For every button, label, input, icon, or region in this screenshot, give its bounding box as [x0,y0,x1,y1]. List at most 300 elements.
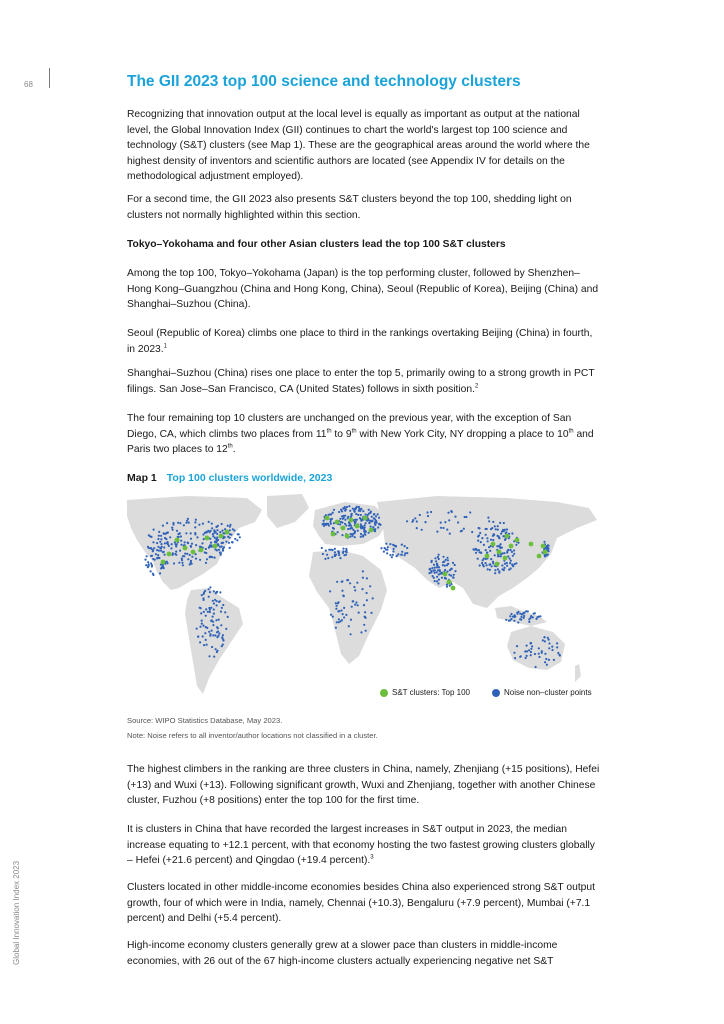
noise-point [342,552,344,554]
noise-point [486,564,488,566]
noise-point [404,545,406,547]
noise-point [203,538,205,540]
noise-point [219,591,221,593]
noise-point [488,520,490,522]
noise-point [513,652,515,654]
noise-point [354,511,356,513]
noise-point [480,541,482,543]
noise-point [155,553,157,555]
noise-point [201,542,203,544]
noise-point [213,529,215,531]
noise-point [368,509,370,511]
noise-point [339,620,341,622]
noise-point [191,543,193,545]
noise-point [329,590,331,592]
noise-point [175,551,177,553]
noise-point [546,664,548,666]
noise-point [501,547,503,549]
noise-point [363,604,365,606]
noise-point [364,611,366,613]
noise-point [396,555,398,557]
noise-point [162,567,164,569]
noise-point [344,519,346,521]
noise-point [454,570,456,572]
noise-point [444,577,446,579]
noise-point [392,544,394,546]
noise-point [210,542,212,544]
intro-text-1: Recognizing that innovation output at the local level is equally as important as output at the national level, the Global Innovation Index (GII) continues to chart the world's largest top 100 science and technology (S&T) clusters (see Map 1). These are the geographical areas around the world where the highest density of inventors and scientific authors are located (see Appendix IV for details on the methodological adjustment employed). [127,109,590,183]
noise-point [360,520,362,522]
noise-point [364,534,366,536]
noise-point [357,604,359,606]
noise-point [194,526,196,528]
noise-point [202,523,204,525]
noise-point [512,565,514,567]
noise-point [333,509,335,511]
noise-point [534,653,536,655]
noise-point [214,548,216,550]
noise-point [209,544,211,546]
cluster-point [497,550,502,555]
noise-point [158,557,160,559]
noise-point [500,555,502,557]
noise-point [342,548,344,550]
noise-point [182,555,184,557]
noise-point [216,604,218,606]
noise-point [166,542,168,544]
cluster-point [447,580,452,585]
noise-point [340,609,342,611]
noise-point [220,554,222,556]
noise-point [477,540,479,542]
noise-point [360,533,362,535]
noise-point [389,554,391,556]
noise-point [339,557,341,559]
noise-point [212,624,214,626]
noise-point [323,525,325,527]
noise-point [351,514,353,516]
noise-point [340,509,342,511]
cluster-point [543,550,548,555]
noise-point [330,614,332,616]
noise-point [158,531,160,533]
map-source: Source: WIPO Statistics Database, May 2023. [127,716,283,725]
noise-point [374,528,376,530]
noise-point [153,529,155,531]
cluster-point [451,586,456,591]
noise-point [208,631,210,633]
noise-point [348,505,350,507]
noise-point [222,634,224,636]
noise-point [530,642,532,644]
noise-point [362,535,364,537]
noise-point [380,547,382,549]
noise-point [348,625,350,627]
noise-point [535,666,537,668]
noise-point [435,560,437,562]
noise-point [430,561,432,563]
section1-text-3: Shanghai–Suzhou (China) rises one place to enter the top 5, primarily owing to a strong growth in PCT filings. San Jose–San Francisco, CA (United States) follows in sixth position.$^2$ [127,368,595,395]
cluster-point [443,572,448,577]
noise-point [174,553,176,555]
noise-point [436,580,438,582]
noise-point [187,542,189,544]
noise-point [481,537,483,539]
noise-point [547,550,549,552]
noise-point [440,527,442,529]
section-title-block [127,72,602,92]
noise-point [329,513,331,515]
noise-point [450,510,452,512]
noise-point [166,522,168,524]
noise-point [521,613,523,615]
noise-point [558,654,560,656]
noise-point [341,580,343,582]
noise-point [354,604,356,606]
noise-point [190,532,192,534]
cluster-point [213,544,218,549]
noise-point [205,608,207,610]
page-number: 68 [24,80,33,89]
noise-point [181,562,183,564]
noise-point [530,654,532,656]
noise-point [520,616,522,618]
noise-point [350,619,352,621]
noise-point [385,543,387,545]
noise-point [511,532,513,534]
cluster-point [485,554,490,559]
noise-point [343,595,345,597]
noise-point [412,519,414,521]
noise-point [177,522,179,524]
noise-point [196,628,198,630]
noise-point [429,568,431,570]
noise-point [401,544,403,546]
noise-point [171,543,173,545]
noise-point [221,645,223,647]
noise-point [448,519,450,521]
noise-point [497,555,499,557]
noise-point [216,600,218,602]
noise-point [430,511,432,513]
noise-point [185,522,187,524]
noise-point [227,525,229,527]
noise-point [505,531,507,533]
noise-point [509,562,511,564]
noise-point [336,621,338,623]
noise-point [372,526,374,528]
noise-point [447,563,449,565]
noise-point [443,561,445,563]
noise-point [184,553,186,555]
noise-point [345,524,347,526]
noise-point [524,650,526,652]
noise-point [332,616,334,618]
noise-point [406,520,408,522]
noise-point [370,612,372,614]
noise-point [190,560,192,562]
noise-point [223,546,225,548]
noise-point [351,606,353,608]
noise-point [160,538,162,540]
noise-point [186,520,188,522]
noise-point [358,612,360,614]
noise-point [497,525,499,527]
noise-point [365,630,367,632]
noise-point [327,557,329,559]
noise-point [509,549,511,551]
noise-point [446,586,448,588]
noise-point [209,538,211,540]
noise-point [509,615,511,617]
noise-point [433,564,435,566]
noise-point [437,556,439,558]
noise-point [346,551,348,553]
noise-point [484,562,486,564]
noise-point [475,552,477,554]
noise-point [159,541,161,543]
noise-point [457,521,459,523]
noise-point [213,590,215,592]
noise-point [355,601,357,603]
noise-point [478,534,480,536]
noise-point [434,557,436,559]
noise-point [548,545,550,547]
noise-point [515,562,517,564]
noise-point [208,596,210,598]
noise-point [214,634,216,636]
legend-swatch-clusters [380,689,388,697]
noise-point [343,554,345,556]
noise-point [483,544,485,546]
noise-point [513,549,515,551]
noise-point [401,554,403,556]
noise-point [492,561,494,563]
noise-point [337,550,339,552]
noise-point [333,528,335,530]
noise-point [494,525,496,527]
noise-point [332,512,334,514]
noise-point [322,553,324,555]
noise-point [506,562,508,564]
noise-point [221,542,223,544]
noise-point [440,522,442,524]
noise-point [544,661,546,663]
noise-point [206,644,208,646]
noise-point [507,555,509,557]
noise-point [531,645,533,647]
noise-point [523,617,525,619]
noise-point [180,535,182,537]
noise-point [530,615,532,617]
noise-point [347,517,349,519]
noise-point [377,526,379,528]
noise-point [367,514,369,516]
noise-point [392,550,394,552]
noise-point [216,650,218,652]
noise-point [194,521,196,523]
noise-point [354,589,356,591]
noise-point [156,557,158,559]
noise-point [328,524,330,526]
noise-point [526,655,528,657]
noise-point [482,559,484,561]
noise-point [195,544,197,546]
noise-point [222,639,224,641]
noise-point [203,611,205,613]
noise-point [451,568,453,570]
noise-point [375,520,377,522]
noise-point [341,534,343,536]
noise-point [345,614,347,616]
noise-point [547,553,549,555]
noise-point [378,523,380,525]
noise-point [152,558,154,560]
noise-point [343,607,345,609]
noise-point [147,566,149,568]
noise-point [209,611,211,613]
intro-paragraph-1 [127,107,602,185]
noise-point [478,527,480,529]
noise-point [238,533,240,535]
noise-point [506,528,508,530]
noise-point [209,609,211,611]
noise-point [491,565,493,567]
noise-point [404,552,406,554]
noise-point [228,542,230,544]
noise-point [442,527,444,529]
noise-point [214,557,216,559]
noise-point [538,656,540,658]
legend-item-clusters [380,688,470,697]
noise-point [530,648,532,650]
noise-point [424,521,426,523]
noise-point [157,538,159,540]
noise-point [229,547,231,549]
cluster-point [175,538,180,543]
noise-point [442,564,444,566]
noise-point [334,548,336,550]
section1-text-2: Seoul (Republic of Korea) climbs one place to third in the rankings overtaking Beijing (China) in fourth, in 2023.$^1$ [127,328,593,355]
noise-point [347,579,349,581]
noise-point [368,532,370,534]
cluster-point [491,542,496,547]
noise-point [515,544,517,546]
section2-text-4: High-income economy clusters generally grew at a slower pace than clusters in middle-income economies, with 26 out of the 67 high-income clusters actually experiencing negative net S&T [127,940,558,967]
cluster-point [345,534,350,539]
noise-point [502,535,504,537]
noise-point [378,517,380,519]
noise-point [172,522,174,524]
noise-point [449,533,451,535]
noise-point [221,530,223,532]
noise-point [489,563,491,565]
noise-point [431,567,433,569]
noise-point [513,553,515,555]
section1-paragraph-1 [127,266,602,313]
noise-point [444,565,446,567]
noise-point [490,539,492,541]
noise-point [341,521,343,523]
cluster-point [341,526,346,531]
noise-point [360,536,362,538]
noise-point [161,546,163,548]
noise-point [162,551,164,553]
cluster-point [355,524,360,529]
noise-point [211,630,213,632]
noise-point [428,572,430,574]
noise-point [329,521,331,523]
noise-point [335,608,337,610]
noise-point [496,545,498,547]
noise-point [216,636,218,638]
section1-text-1: Among the top 100, Tokyo–Yokohama (Japan) is the top performing cluster, followed by Shenzhen–Hong Kong–Guangzhou (China and Hong Kong, China), Seoul (Republic of Korea), Beijing (China) and Shanghai–Suzhou (China). [127,268,599,311]
noise-point [224,611,226,613]
noise-point [508,620,510,622]
noise-point [203,593,205,595]
noise-point [497,568,499,570]
noise-point [339,518,341,520]
map-note: Note: Noise refers to all inventor/author locations not classified in a cluster. [127,731,378,740]
noise-point [220,624,222,626]
noise-point [452,577,454,579]
map-label: Map 1 [127,472,157,484]
noise-point [212,535,214,537]
noise-point [216,533,218,535]
noise-point [538,653,540,655]
cluster-point [167,552,172,557]
noise-point [539,615,541,617]
noise-point [344,510,346,512]
noise-point [487,540,489,542]
noise-point [548,642,550,644]
noise-point [202,533,204,535]
noise-point [436,571,438,573]
noise-point [153,547,155,549]
noise-point [219,531,221,533]
cluster-point [503,556,508,561]
noise-point [145,564,147,566]
noise-point [503,552,505,554]
noise-point [469,511,471,513]
noise-point [326,523,328,525]
noise-point [213,613,215,615]
noise-point [216,529,218,531]
noise-point [176,530,178,532]
noise-point [543,636,545,638]
noise-point [366,599,368,601]
noise-point [442,556,444,558]
noise-point [356,582,358,584]
noise-point [146,555,148,557]
noise-point [204,632,206,634]
noise-point [362,570,364,572]
noise-point [375,515,377,517]
noise-point [528,649,530,651]
noise-point [215,648,217,650]
noise-point [436,576,438,578]
noise-point [353,586,355,588]
noise-point [332,549,334,551]
section2-text-3: Clusters located in other middle-income economies besides China also experienced strong S&T output growth, four of which were in India, namely, Chennai (+10.3), Bengaluru (+7.9 percent), Mumbai (+7.1 percent) and Delhi (+5.4 percent). [127,882,596,925]
noise-point [339,523,341,525]
noise-point [434,572,436,574]
noise-point [225,541,227,543]
noise-point [449,585,451,587]
noise-point [331,556,333,558]
noise-point [338,511,340,513]
section2-paragraph-1 [127,762,602,809]
